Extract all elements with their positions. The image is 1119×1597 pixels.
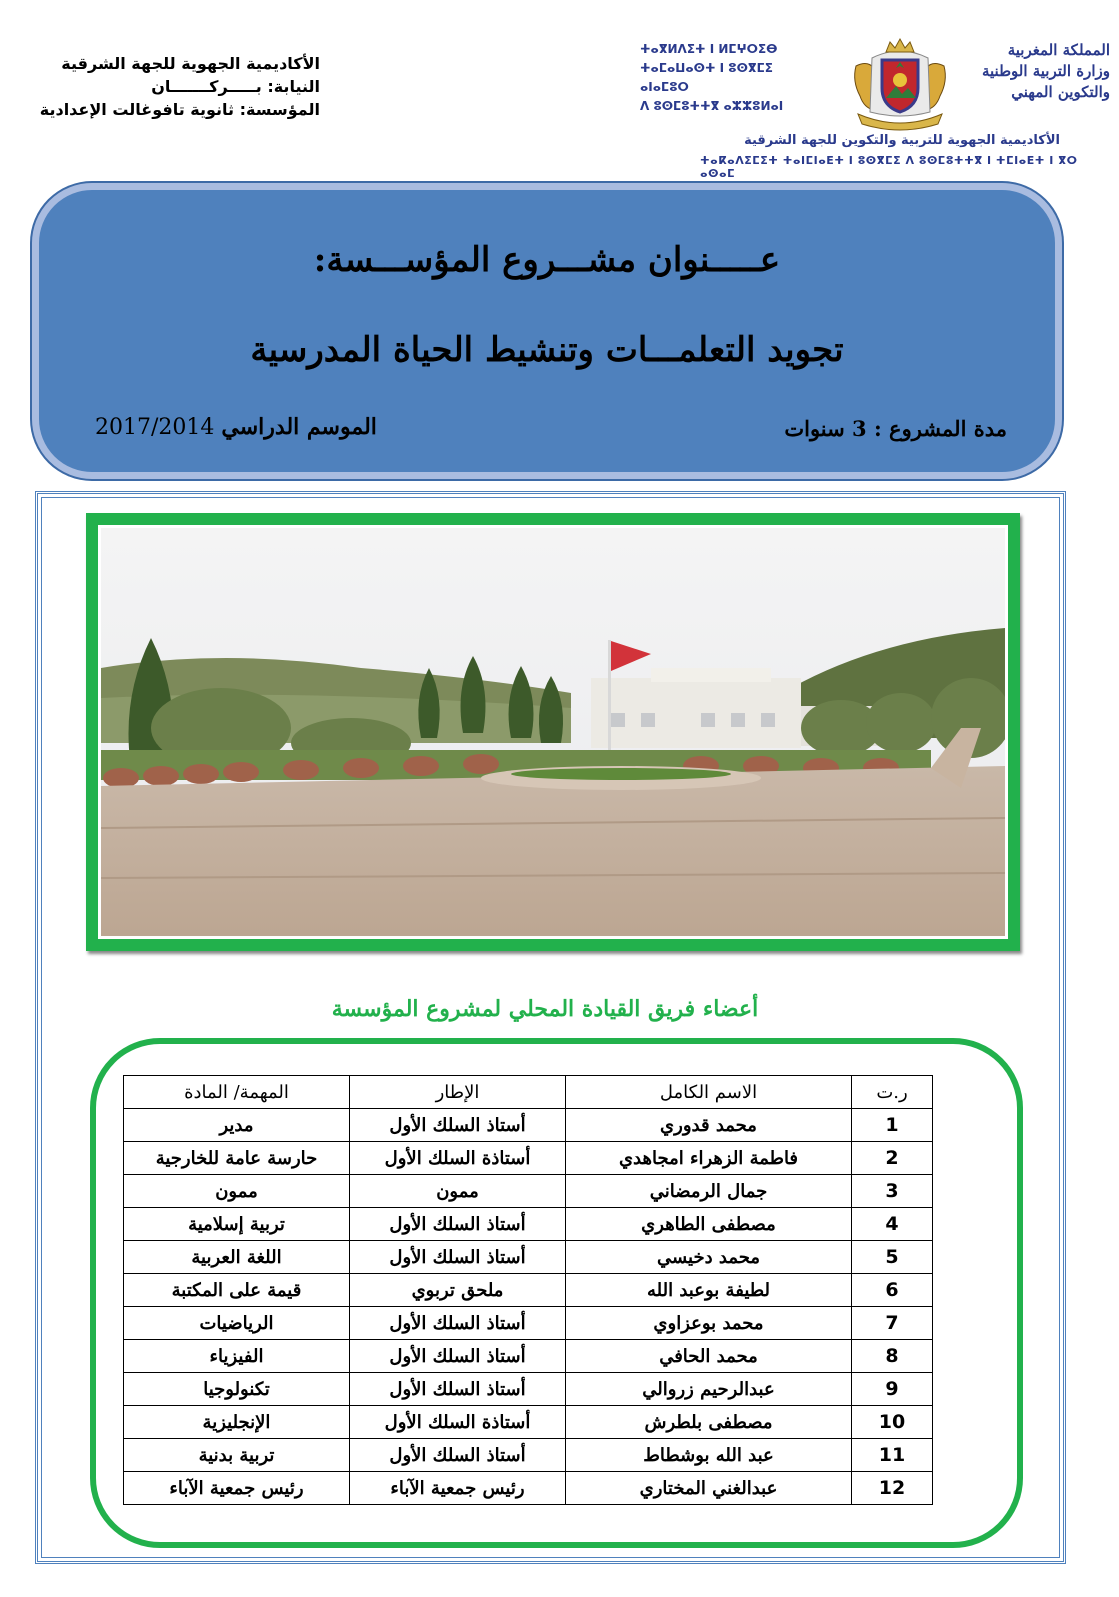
header-full-name: الاسم الكامل [566,1076,852,1109]
member-rank: أستاذ السلك الأول [350,1307,566,1340]
table-header-row [124,1076,933,1109]
row-number: 11 [852,1439,933,1472]
school-season [95,414,377,440]
ministry-line-3: والتكوين المهني [1011,83,1110,101]
tifinagh-line-2: ⵜⴰⵎⴰⵡⴰⵙⵜ ⵏ ⵓⵙⴳⵎⵉ ⴰⵏⴰⵎⵓⵔ [640,61,773,94]
regional-academy-tifinagh: ⵜⴰⴽⴰⴷⵉⵎⵉⵜ ⵜⴰⵏⵎⵏⴰⴹⵜ ⵏ ⵓⵙⴳⵎⵉ ⴷ ⵓⵙⵎⵓⵜⵜⴳ ⵏ ⵜⵎⵏⴰⴹⵜ ⵏ ⴳⵔ ⴰⵙⴰⵎ [700,154,1078,180]
row-number: 3 [852,1175,933,1208]
table-row [124,1439,933,1472]
member-name: مصطفى بلطرش [566,1406,852,1439]
table-row [124,1109,933,1142]
member-rank: أستاذ السلك الأول [350,1241,566,1274]
project-duration: مدة المشروع : 3 سنوات [784,416,1007,441]
member-role: قيمة على المكتبة [124,1274,350,1307]
member-name: لطيفة بوعبد الله [566,1274,852,1307]
member-rank: أستاذة السلك الأول [350,1406,566,1439]
member-role: تربية بدنية [124,1439,350,1472]
team-title: أعضاء فريق القيادة المحلي لمشروع المؤسسة [331,996,759,1022]
project-title: تجويد التعلمـــات وتنشيط الحياة المدرسية [250,330,844,370]
header-number: ر.ت [852,1076,933,1109]
member-role: اللغة العربية [124,1241,350,1274]
coat-of-arms-icon [850,36,950,132]
row-number: 1 [852,1109,933,1142]
row-number: 10 [852,1406,933,1439]
season-value: 2017/2014 [95,415,215,440]
member-role: ممون [124,1175,350,1208]
member-rank: أستاذ السلك الأول [350,1340,566,1373]
table-row [124,1274,933,1307]
member-role: حارسة عامة للخارجية [124,1142,350,1175]
member-name: فاطمة الزهراء امجاهدي [566,1142,852,1175]
table-row [124,1472,933,1505]
member-name: محمد بوعزاوي [566,1307,852,1340]
member-name: محمد قدوري [566,1109,852,1142]
member-rank: أستاذ السلك الأول [350,1373,566,1406]
table-row [124,1307,933,1340]
row-number: 12 [852,1472,933,1505]
member-role: تربية إسلامية [124,1208,350,1241]
row-number: 5 [852,1241,933,1274]
tifinagh-line-3: ⴷ ⵓⵙⵎⵓⵜⵜⴳ ⴰⵣⵣⵓⵍⴰⵏ [640,99,784,113]
member-rank: ملحق تربوي [350,1274,566,1307]
tifinagh-line-1: ⵜⴰⴳⵍⴷⵉⵜ ⵏ ⵍⵎⵖⵔⵉⴱ [640,42,778,56]
member-rank: أستاذ السلك الأول [350,1109,566,1142]
header-rank: الإطار [350,1076,566,1109]
member-rank: رئيس جمعية الآباء [350,1472,566,1505]
project-title-box [32,183,1062,479]
table-row [124,1208,933,1241]
row-number: 8 [852,1340,933,1373]
member-role: رئيس جمعية الآباء [124,1472,350,1505]
directorate-label: النيابة: بـــــركـــــــان [151,77,320,96]
row-number: 4 [852,1208,933,1241]
project-heading: عـــــنوان مشـــروع المؤســـسة: [313,240,781,280]
member-rank: ممون [350,1175,566,1208]
table-row [124,1142,933,1175]
member-name: عبد الله بوشطاط [566,1439,852,1472]
member-name: محمد دخيسي [566,1241,852,1274]
table-row [124,1241,933,1274]
school-photo-frame [86,513,1020,951]
academy-label: الأكاديمية الجهوية للجهة الشرقية [61,54,320,73]
member-name: محمد الحافي [566,1340,852,1373]
season-label: الموسم الدراسي [221,414,377,440]
ministry-header [960,40,1110,103]
member-role: الإنجليزية [124,1406,350,1439]
table-row [124,1373,933,1406]
row-number: 2 [852,1142,933,1175]
table-row [124,1175,933,1208]
school-photo [101,528,1005,936]
team-table [123,1075,933,1505]
member-rank: أستاذ السلك الأول [350,1208,566,1241]
member-role: الرياضيات [124,1307,350,1340]
member-name: مصطفى الطاهري [566,1208,852,1241]
member-name: جمال الرمضاني [566,1175,852,1208]
member-rank: أستاذة السلك الأول [350,1142,566,1175]
regional-academy-arabic: الأكاديمية الجهوية للتربية والتكوين للجهة الشرقية [744,133,1060,148]
row-number: 7 [852,1307,933,1340]
member-role: تكنولوجيا [124,1373,350,1406]
ministry-line-1: المملكة المغربية [1007,41,1110,59]
member-role: مدير [124,1109,350,1142]
member-rank: أستاذ السلك الأول [350,1439,566,1472]
ministry-line-2: وزارة التربية الوطنية [981,62,1110,80]
row-number: 9 [852,1373,933,1406]
member-role: الفيزياء [124,1340,350,1373]
table-row [124,1340,933,1373]
row-number: 6 [852,1274,933,1307]
member-name: عبدالغني المختاري [566,1472,852,1505]
institution-label: المؤسسة: ثانوية تافوغالت الإعدادية [39,100,320,119]
ministry-header-tifinagh [640,40,820,116]
table-row [124,1406,933,1439]
header-role-subject: المهمة/ المادة [124,1076,350,1109]
institution-header [30,52,320,121]
member-name: عبدالرحيم زروالي [566,1373,852,1406]
